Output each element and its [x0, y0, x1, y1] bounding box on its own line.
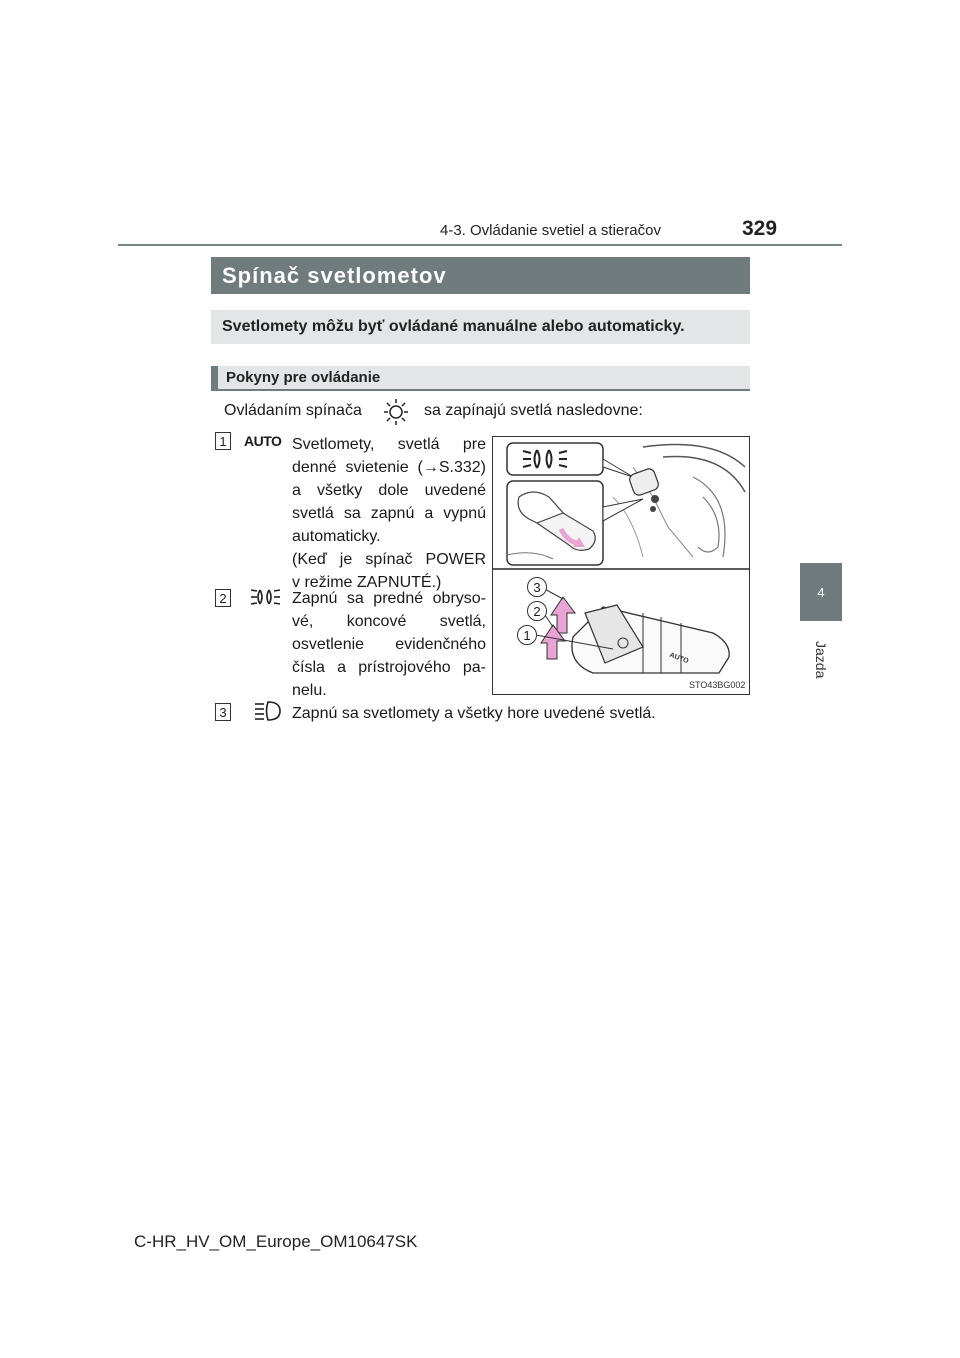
text-line: Zapnú sa predné obryso- [292, 590, 486, 607]
chapter-label: Jazda [813, 641, 829, 679]
text-line: nelu. [292, 682, 327, 699]
callout-2: 2 [527, 601, 547, 621]
instruction-after: sa zapínajú svetlá nasledovne: [424, 402, 643, 419]
item-number-badge: 1 [215, 432, 231, 450]
page-number: 329 [742, 217, 778, 240]
parking-lights-icon [250, 586, 286, 613]
text-line: Svetlomety, svetlá pre [292, 436, 486, 453]
text-line: čísla a prístrojového pa- [292, 659, 486, 676]
switch-auto-label: AUTO [668, 651, 690, 666]
auto-symbol: AUTO [244, 433, 282, 449]
callout-3: 3 [527, 577, 547, 597]
light-switch-figure [492, 436, 750, 695]
subheading: Pokyny pre ovládanie [211, 366, 750, 391]
light-switch-sun-icon [381, 398, 411, 431]
item-3-text: Zapnú sa svetlomety a všetky hore uvedené svetlá. [292, 705, 656, 722]
instruction-before: Ovládaním spínača [224, 402, 362, 419]
intro-box: Svetlomety môžu byť ovládané manuálne alebo automaticky. [211, 310, 750, 344]
document-footer: C-HR_HV_OM_Europe_OM10647SK [134, 1232, 418, 1251]
figure-code: STO43BG002 [689, 680, 746, 690]
item-number-badge: 3 [215, 703, 231, 721]
text-line: vé, koncové svetlá, [292, 613, 486, 630]
text-line: svetlá sa zapnú a vypnú [292, 505, 486, 522]
text-line: osvetlenie evidenčného [292, 636, 486, 653]
text-line: automaticky. [292, 528, 381, 545]
text-line: a všetky dole uvedené [292, 482, 486, 499]
text-line: (Keď je spínač POWER [292, 551, 486, 568]
text-line: denné svietenie (→S.332) [292, 459, 486, 476]
section-heading: 4-3. Ovládanie svetiel a stieračov [440, 222, 661, 239]
page-title: Spínač svetlometov [211, 257, 750, 294]
headlight-icon [254, 700, 284, 727]
item-2-text [292, 587, 486, 702]
text-line: v režime ZAPNUTÉ.) [292, 574, 442, 591]
figure-drawing [493, 437, 749, 694]
item-number-badge: 2 [215, 589, 231, 607]
header-divider [118, 244, 842, 246]
callout-1: 1 [517, 625, 537, 645]
chapter-tab: 4 [800, 563, 842, 621]
item-1-text [292, 433, 486, 594]
